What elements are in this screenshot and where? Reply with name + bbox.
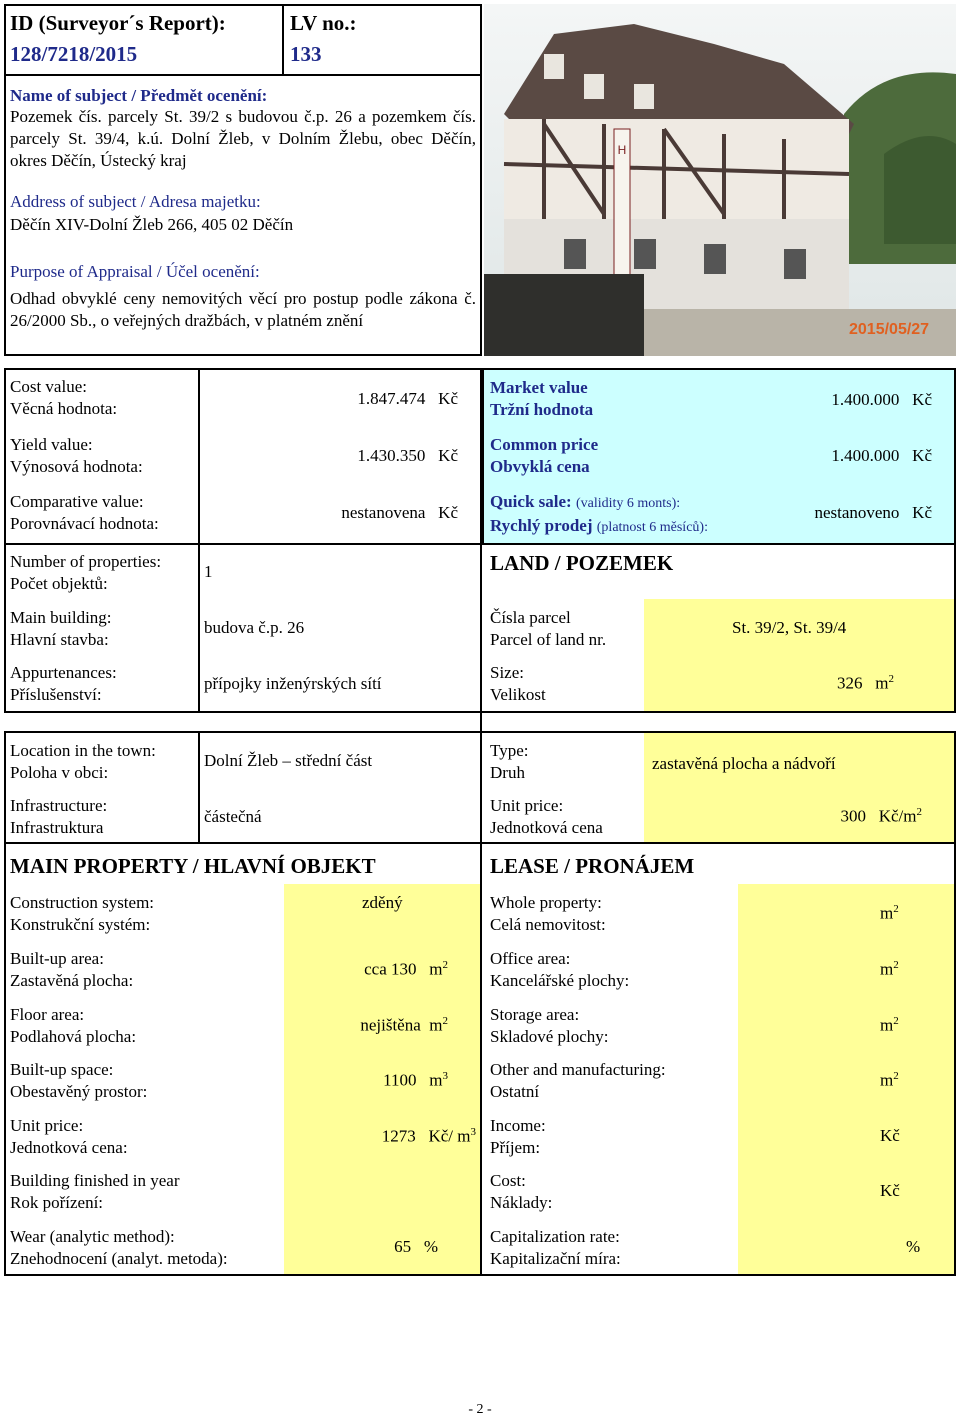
other-area-label: Other and manufacturing: Ostatní	[490, 1060, 666, 1101]
main-building-value: budova č.p. 26	[204, 618, 305, 637]
size-label: Size: Velikost	[490, 663, 546, 704]
appurtenances-label: Appurtenances: Příslušenství:	[10, 663, 117, 704]
construction-label: Construction system: Konstrukční systém:	[10, 893, 155, 934]
location-label: Location in the town: Poloha v obci:	[10, 741, 156, 782]
infrastructure-value: částečná	[204, 807, 262, 826]
count-label: Number of properties: Počet objektů:	[10, 552, 162, 593]
cost-amount: 1.847.474 Kč	[357, 389, 458, 408]
storage-area-label: Storage area: Skladové plochy:	[490, 1005, 609, 1046]
other-area-unit: $m^2$	[880, 1070, 899, 1090]
lease-values-column	[738, 884, 954, 1274]
parcel-value: St. 39/2, St. 39/4	[732, 618, 847, 637]
parcel-label: Čísla parcel Parcel of land nr.	[490, 608, 607, 649]
whole-property-unit: $m^2$	[880, 903, 899, 923]
income-unit: Kč	[880, 1126, 900, 1145]
lease-cost-unit: Kč	[880, 1181, 900, 1200]
main-unitprice-value: 1273 Kč/ $m^3$	[381, 1126, 476, 1146]
construction-value: zděný	[362, 893, 403, 912]
wear-value: 65 %	[394, 1237, 438, 1256]
floor-area-value: nejištěna $m^2$	[360, 1015, 448, 1035]
land-unitprice-value: 300 $Kč/m^2$	[840, 806, 922, 826]
comparative-label: Comparative value: Porovnávací hodnota:	[10, 492, 159, 533]
general-divider	[480, 543, 482, 844]
quick-label: Quick sale: (validity 6 monts): Rychlý prodej (platnost 6 měsíců):	[490, 492, 708, 535]
lv-value: 133	[290, 42, 322, 66]
infrastructure-label: Infrastructure: Infrastruktura	[10, 796, 108, 837]
type-value: zastavěná plocha a nádvoří	[652, 754, 836, 773]
cost-label: Cost value: Věcná hodnota:	[10, 377, 118, 418]
property-photo	[484, 4, 956, 356]
land-unitprice-label: Unit price: Jednotková cena	[490, 796, 603, 837]
common-label: Common price Obvyklá cena	[490, 435, 599, 476]
builtup-space-value: 1100 $m^3$	[383, 1070, 448, 1090]
quick-amount: nestanoveno Kč	[814, 503, 932, 522]
income-label: Income: Příjem:	[490, 1116, 546, 1157]
main-building-label: Main building: Hlavní stavba:	[10, 608, 112, 649]
yield-label: Yield value: Výnosová hodnota:	[10, 435, 143, 476]
yield-amount: 1.430.350 Kč	[357, 446, 458, 465]
main-property-divider	[480, 842, 482, 1276]
lease-title: LEASE / PRONÁJEM	[490, 854, 695, 878]
size-value: 326 $m^2$	[837, 673, 894, 693]
purpose-text: Odhad obvyklé ceny nemovitých věcí pro postup podle zákona č. 26/2000 Sb., o veřejných dražbách, v platném znění	[10, 289, 476, 330]
comparative-amount: nestanovena Kč	[341, 503, 458, 522]
photo-sign-text: H	[617, 143, 627, 157]
location-left-divider	[198, 733, 200, 844]
appurtenances-value: přípojky inženýrských sítí	[204, 674, 382, 693]
builtup-space-label: Built-up space: Obestavěný prostor:	[10, 1060, 148, 1101]
market-label: Market value Tržní hodnota	[490, 378, 594, 419]
location-value: Dolní Žleb – střední část	[204, 751, 373, 770]
office-area-unit: $m^2$	[880, 959, 899, 979]
general-left-divider	[198, 545, 200, 713]
floor-area-label: Floor area: Podlahová plocha:	[10, 1005, 137, 1046]
name-text: Pozemek čís. parcely St. 39/2 s budovou č.p. 26 a pozemkem čís. parcely St. 39/4, k.ú. Dolní Žleb, v Dolním Žlebu, obec Děčín, okres Děčín, Ústecký kraj	[10, 107, 476, 170]
count-value: 1	[204, 562, 213, 581]
cap-rate-label: Capitalization rate: Kapitalizační míra:	[490, 1227, 621, 1268]
whole-property-label: Whole property: Celá nemovitost:	[490, 893, 606, 934]
lease-cost-label: Cost: Náklady:	[490, 1171, 553, 1212]
type-label: Type: Druh	[490, 741, 529, 782]
lv-label: LV no.:	[290, 11, 357, 35]
page-number: - 2 -	[468, 1402, 492, 1417]
main-unitprice-label: Unit price: Jednotková cena:	[10, 1116, 128, 1157]
wear-label: Wear (analytic method): Znehodnocení (analyt. metoda):	[10, 1227, 228, 1268]
storage-area-unit: $m^2$	[880, 1015, 899, 1035]
main-property-title: MAIN PROPERTY / HLAVNÍ OBJEKT	[10, 854, 376, 878]
address-text: Děčín XIV-Dolní Žleb 266, 405 02 Děčín	[10, 215, 294, 234]
office-area-label: Office area: Kancelářské plochy:	[490, 949, 630, 990]
id-value: 128/7218/2015	[10, 42, 138, 66]
address-title: Address of subject / Adresa majetku:	[10, 192, 261, 211]
market-amount: 1.400.000 Kč	[831, 390, 932, 409]
id-label: ID (Surveyor´s Report):	[10, 11, 226, 35]
common-amount: 1.400.000 Kč	[831, 446, 932, 465]
year-label: Building finished in year Rok pořízení:	[10, 1171, 180, 1212]
purpose-title: Purpose of Appraisal / Účel ocenění:	[10, 262, 260, 281]
name-title: Name of subject / Předmět ocenění:	[10, 86, 268, 105]
cap-rate-unit: %	[906, 1237, 921, 1256]
builtup-area-label: Built-up area: Zastavěná plocha:	[10, 949, 134, 990]
builtup-area-value: cca 130 $m^2$	[364, 959, 448, 979]
land-title: LAND / POZEMEK	[490, 551, 674, 575]
photo-date-stamp: 2015/05/27	[849, 321, 930, 338]
